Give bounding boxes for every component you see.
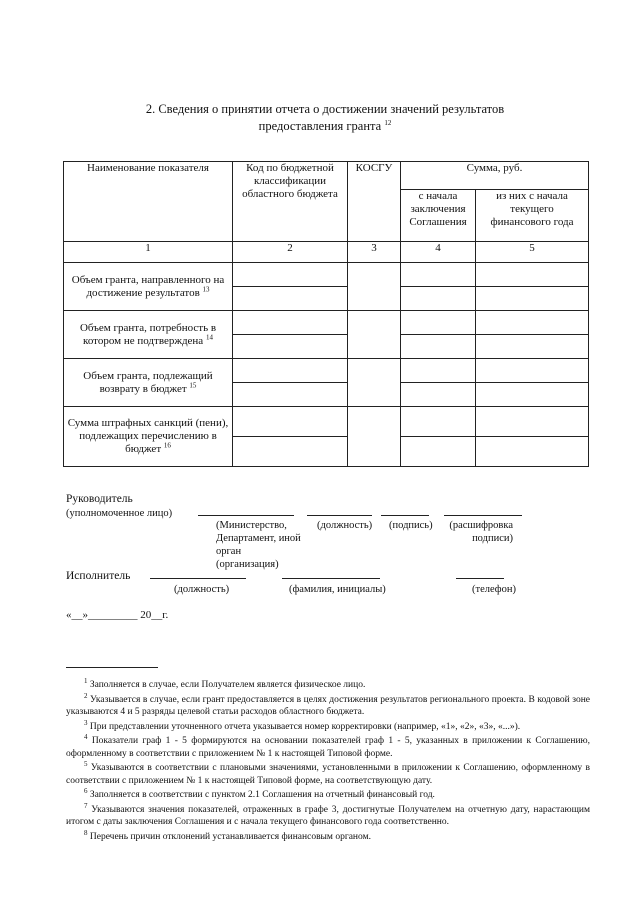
footnote: $^2$ Указывается в случае, если грант предоставляется в целях достижения результатов регионального проекта. В кодовой зоне указываются 4 и 5 разряды целевой статьи расходов областного бюджета. [66,691,591,717]
ministry-caption: (Министерство, Департамент, иной орган (организация) [216,520,301,570]
head-sub-label: (уполномоченное лицо) [66,508,173,519]
cell-sum-current-year[interactable] [476,437,589,467]
cell-sum-current-year[interactable] [476,359,589,383]
cell-budget-code[interactable] [233,263,348,287]
cell-sum-from-start[interactable] [401,335,476,359]
row-label: Объем гранта, потребность в котором не подтверждена $^{14}$ [64,311,233,359]
executor-position-line[interactable] [150,578,246,579]
executor-position-caption: (должность) [174,584,230,595]
head-label: Руководитель [66,493,133,505]
header-budget-code: Код по бюджетной классификации областного бюджета [233,162,348,242]
column-number: 2 [233,242,348,263]
footnote-ref: 14 [205,332,213,341]
cell-sum-current-year[interactable] [476,335,589,359]
cell-kosgu[interactable] [348,263,401,311]
cell-budget-code[interactable] [233,407,348,437]
table-row [64,263,589,287]
position-line[interactable] [307,515,372,516]
table-header-row [64,162,589,190]
footnote: $^1$ Заполняется в случае, если Получателем является физическое лицо. [84,676,366,690]
section-title-line-2: предоставления гранта $^{12}$ [258,118,392,133]
header-sum-current-year: из них с начала текущего финансового года [476,190,589,242]
footnote-ref: 15 [189,380,197,389]
cell-budget-code[interactable] [233,311,348,335]
footnotes [66,676,591,845]
cell-sum-current-year[interactable] [476,311,589,335]
date-line: «__»_________ 20__г. [66,609,169,621]
footnote-ref: 13 [202,284,210,293]
cell-sum-from-start[interactable] [401,359,476,383]
cell-budget-code[interactable] [233,437,348,467]
cell-sum-current-year[interactable] [476,407,589,437]
column-number: 5 [476,242,589,263]
cell-kosgu[interactable] [348,359,401,407]
section-title [100,101,550,135]
footnote-ref: 12 [384,118,392,127]
footnote: $^5$ Указываются в соответствии с плановыми значениями, установленными в приложении к Соглашению, оформленному в соответствии с приложением № 1 к настоящей Типовой форме, на соответствующую дату. [66,759,590,786]
grant-report-table [63,161,589,467]
table-row [64,311,589,335]
cell-sum-current-year[interactable] [476,287,589,311]
cell-sum-from-start[interactable] [401,287,476,311]
cell-sum-from-start[interactable] [401,311,476,335]
decoding-caption: (расшифровка подписи) [449,520,513,544]
header-kosgu: КОСГУ [348,162,401,242]
cell-sum-current-year[interactable] [476,263,589,287]
cell-budget-code[interactable] [233,359,348,383]
cell-budget-code[interactable] [233,287,348,311]
row-label: Сумма штрафных санкций (пени), подлежащих перечислению в бюджет $^{16}$ [64,407,233,467]
footnote: $^3$ При представлении уточненного отчета указывается номер корректировки (например, «1», «2», «3», «...»). [84,718,521,732]
footnote-separator [66,667,158,668]
cell-sum-from-start[interactable] [401,437,476,467]
cell-sum-from-start[interactable] [401,383,476,407]
cell-sum-from-start[interactable] [401,407,476,437]
footnote: $^4$ Показатели граф 1 - 5 формируются на основании показателей граф 1 - 5, указанных в приложении к Соглашению, оформленному в соответствии с приложением № 1 к настоящей Типовой форме. [66,732,591,759]
column-number: 1 [64,242,233,263]
footnote-ref: 16 [163,441,171,450]
executor-phone-line[interactable] [456,578,504,579]
header-indicator-name: Наименование показателя [64,162,233,242]
footnote: $^7$ Указываются значения показателей, отраженных в графе 3, достигнутые Получателем на отчетную дату, нарастающим итогом с даты заключения Соглашения и с начала текущего финансового года соответственно. [66,801,591,827]
column-number-row [64,242,589,263]
cell-sum-current-year[interactable] [476,383,589,407]
signature-line[interactable] [381,515,429,516]
ministry-line[interactable] [198,515,294,516]
column-number: 3 [348,242,401,263]
cell-kosgu[interactable] [348,407,401,467]
cell-sum-from-start[interactable] [401,263,476,287]
footnote: $^6$ Заполняется в соответствии с пунктом 2.1 Соглашения на отчетный финансовый год. [84,786,435,800]
executor-name-caption: (фамилия, инициалы) [289,584,386,595]
executor-label: Исполнитель [66,570,131,582]
footnote: $^8$ Перечень причин отклонений устанавливается финансовым органом. [84,828,371,842]
section-title-line-1: 2. Сведения о принятии отчета о достижении значений результатов [145,102,505,116]
column-number: 4 [401,242,476,263]
row-label: Объем гранта, подлежащий возврату в бюджет $^{15}$ [64,359,233,407]
table-row [64,407,589,437]
cell-budget-code[interactable] [233,335,348,359]
decoding-line[interactable] [444,515,522,516]
header-sum-from-start: с начала заключения Соглашения [401,190,476,242]
row-label: Объем гранта, направленного на достижение результатов $^{13}$ [64,263,233,311]
signature-caption: (подпись) [389,520,433,531]
cell-kosgu[interactable] [348,311,401,359]
position-caption: (должность) [317,520,373,531]
table-row [64,359,589,383]
executor-name-line[interactable] [282,578,380,579]
cell-budget-code[interactable] [233,383,348,407]
executor-phone-caption: (телефон) [472,584,516,595]
header-sum: Сумма, руб. [401,162,589,190]
